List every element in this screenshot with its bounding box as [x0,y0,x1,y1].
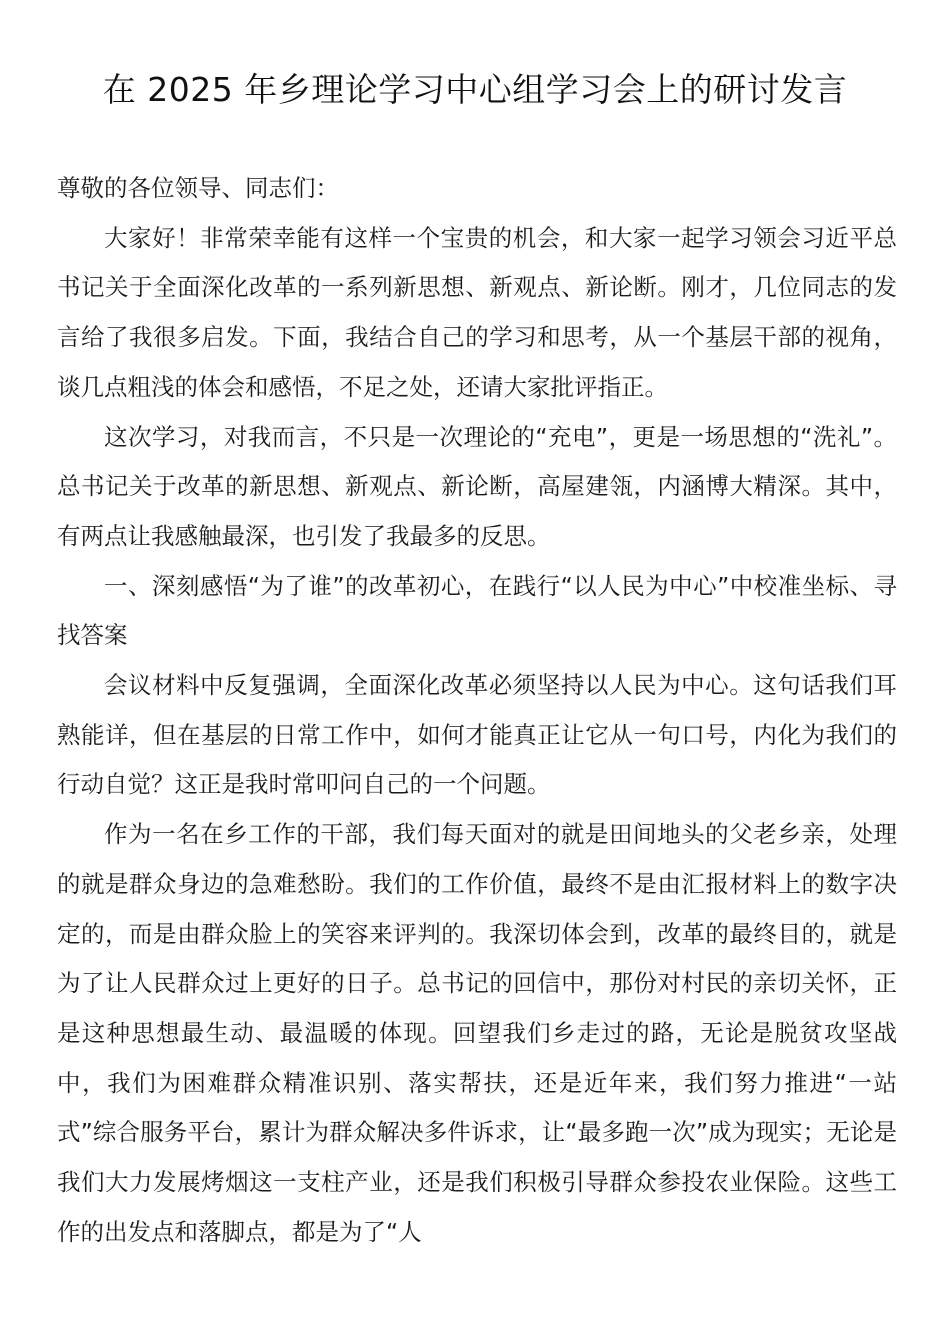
paragraph-people-centered: 会议材料中反复强调，全面深化改革必须坚持以人民为中心。这句话我们耳熟能详，但在基层的日常工作中，如何才能真正让它从一句口号，内化为我们的行动自觉？这正是我时常叩问自己的一个问题。 [57,671,897,799]
document-body [57,164,897,1257]
document-title: 在 2025 年乡理论学习中心组学习会上的研讨发言 [102,70,848,109]
paragraph-learning: 这次学习，对我而言，不只是一次理论的“充电”，更是一场思想的“洗礼”。总书记关于改革的新思想、新观点、新论断，高屋建瓴，内涵博大精深。其中，有两点让我感触最深，也引发了我最多的反思。 [57,422,897,550]
paragraph-opening: 大家好！非常荣幸能有这样一个宝贵的机会，和大家一起学习领会习近平总书记关于全面深化改革的一系列新思想、新观点、新论断。刚才，几位同志的发言给了我很多启发。下面，我结合自己的学习和思考，从一个基层干部的视角，谈几点粗浅的体会和感悟，不足之处，还请大家批评指正。 [57,223,897,401]
paragraph-grassroots-work: 作为一名在乡工作的干部，我们每天面对的就是田间地头的父老乡亲，处理的就是群众身边的急难愁盼。我们的工作价值，最终不是由汇报材料上的数字决定的，而是由群众脸上的笑容来评判的。我深切体会到，改革的最终目的，就是为了让人民群众过上更好的日子。总书记的回信中，那份对村民的亲切关怀，正是这种思想最生动、最温暖的体现。回望我们乡走过的路，无论是脱贫攻坚战中，我们为困难群众精准识别、落实帮扶，还是近年来，我们努力推进“一站式”综合服务平台，累计为群众解决多件诉求，让“最多跑一次”成为现实；无论是我们大力发展烤烟这一支柱产业，还是我们积极引导群众参投农业保险。这些工作的出发点和落脚点，都是为了“人 [57,820,897,1246]
section-heading-1: 一、深刻感悟“为了谁”的改革初心，在践行“以人民为中心”中校准坐标、寻找答案 [57,571,897,650]
salutation: 尊敬的各位领导、同志们： [57,174,339,202]
